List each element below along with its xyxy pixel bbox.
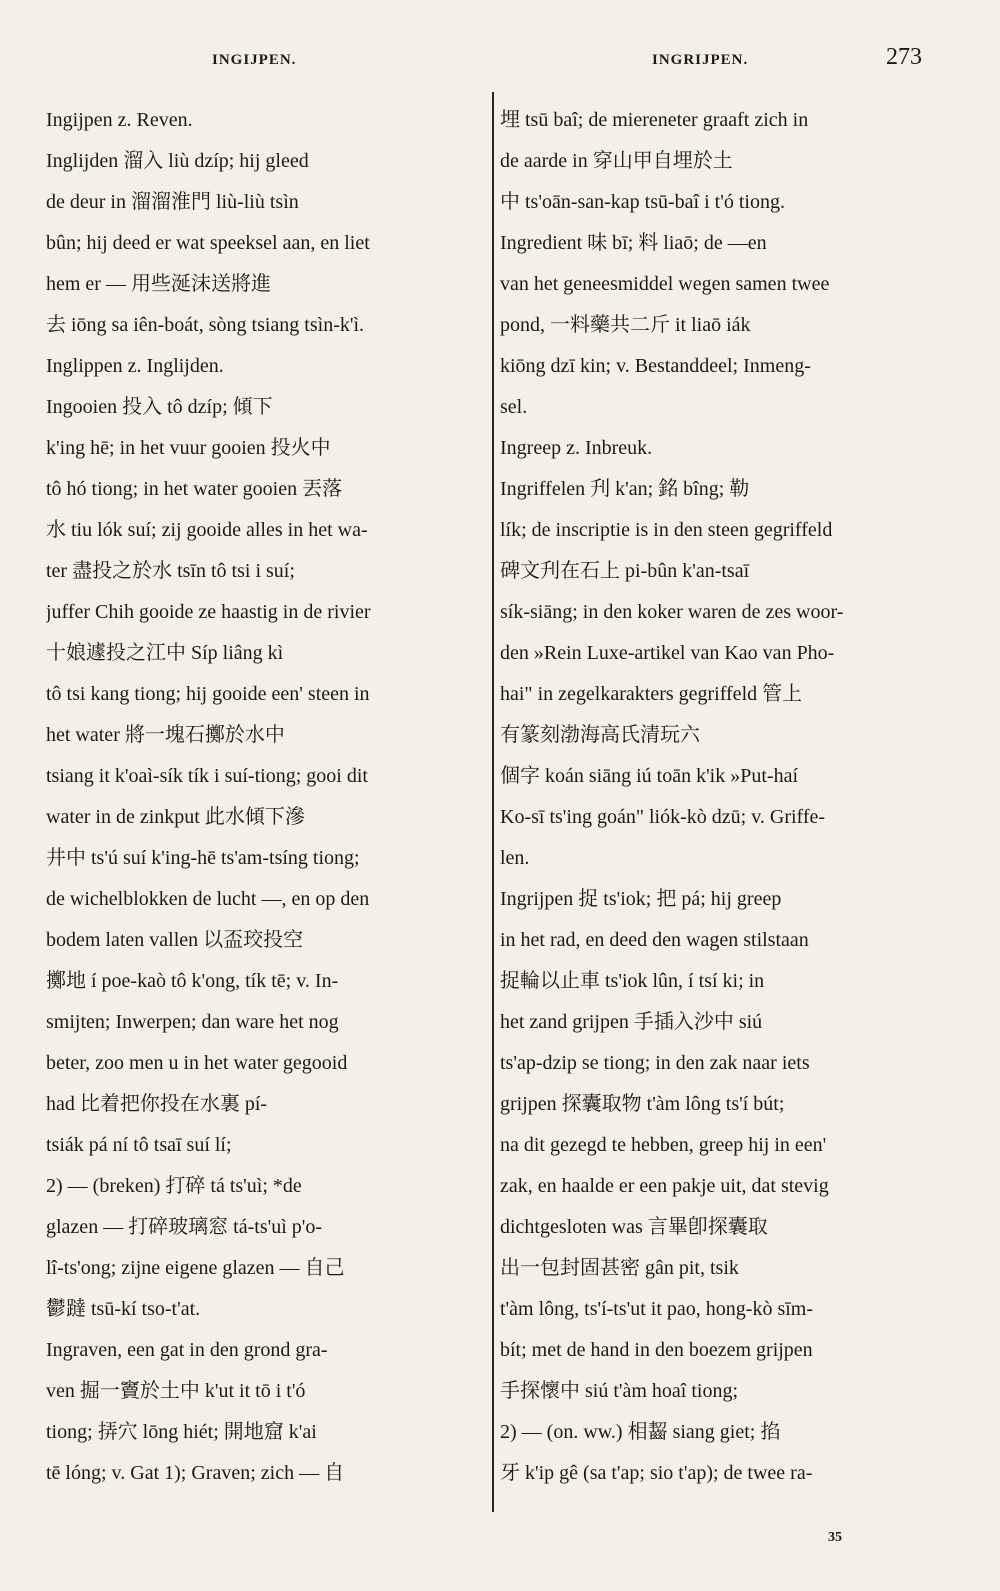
text-line: smijten; Inwerpen; dan ware het nog [46,1011,339,1033]
text-line: ter 盡投之於水 tsīn tô tsi i suí; [46,560,295,582]
text-line: Inglijden 溜入 liù dzíp; hij gleed [46,150,309,172]
left-running-head: INGIJPEN. [212,52,297,68]
text-line: Ko-sī ts'ing goán" liók-kò dzū; v. Griffe- [500,806,826,828]
column-divider [492,92,494,1512]
text-line: hai" in zegelkarakters gegriffeld 管上 [500,683,803,705]
text-line: tsiák pá ní tô tsaī suí lí; [46,1134,232,1156]
text-line: water in de zinkput 此水傾下滲 [46,806,305,828]
text-line: 十娘遽投之江中 Síp liâng kì [46,642,284,664]
text-line: Inglippen z. Inglijden. [46,355,224,377]
text-line: bûn; hij deed er wat speeksel aan, en liet [46,232,370,254]
text-line: Ingijpen z. Reven. [46,109,193,131]
text-line: 井中 ts'ú suí k'ing-hē ts'am-tsíng tiong; [46,847,360,869]
text-line: Ingreep z. Inbreuk. [500,437,653,459]
text-line: tsiang it k'oaì-sík tík i suí-tiong; gooi dit [46,765,368,787]
text-line: 埋 tsū baî; de miereneter graaft zich in [500,109,809,131]
text-line: Ingredient 味 bī; 料 liaō; de —en [500,232,767,254]
text-line: sel. [500,396,528,418]
text-line: Ingraven, een gat in den grond gra- [46,1339,328,1361]
text-line: bít; met de hand in den boezem grijpen [500,1339,813,1361]
text-line: lî-ts'ong; zijne eigene glazen — 自己 [46,1257,345,1279]
left-column [46,100,474,1494]
text-line: zak, en haalde er een pakje uit, dat stevig [500,1175,829,1197]
text-line: 2) — (on. ww.) 相齧 siang giet; 掐 [500,1421,781,1443]
text-line: 擲地 í poe-kaò tô k'ong, tík tē; v. In- [46,970,339,992]
text-line: 鬱躂 tsū-kí tso-t'at. [46,1298,201,1320]
text-line: de wichelblokken de lucht —, en op den [46,888,370,910]
text-line: t'àm lông, ts'í-ts'ut it pao, hong-kò sīm- [500,1298,814,1320]
right-running-head: INGRIJPEN. [652,52,749,68]
text-line: Ingooien 投入 tô dzíp; 傾下 [46,396,273,418]
text-line: 牙 k'ip gê (sa t'ap; sio t'ap); de twee ra- [500,1462,813,1484]
text-line: 手探懷中 siú t'àm hoaî tiong; [500,1380,739,1402]
text-line: 水 tiu lók suí; zij gooide alles in het wa- [46,519,368,541]
right-column [500,100,928,1494]
text-line: 出一包封固甚密 gân pit, tsik [500,1257,739,1279]
text-line: lík; de inscriptie is in den steen gegriffeld [500,519,833,541]
text-line: tē lóng; v. Gat 1); Graven; zich — 自 [46,1462,345,1484]
text-line: beter, zoo men u in het water gegooid [46,1052,348,1074]
text-line: tô tsi kang tiong; hij gooide een' steen in [46,683,370,705]
text-line: den »Rein Luxe-artikel van Kao van Pho- [500,642,835,664]
text-line: sík-siāng; in den koker waren de zes woor- [500,601,844,623]
text-line: in het rad, en deed den wagen stilstaan [500,929,809,951]
text-line: Ingrijpen 捉 ts'iok; 把 pá; hij greep [500,888,782,910]
text-line: 中 ts'oān-san-kap tsū-baî i t'ó tiong. [500,191,785,213]
text-line: bodem laten vallen 以盃珓投空 [46,929,304,951]
text-line: kiōng dzī kin; v. Bestanddeel; Inmeng- [500,355,811,377]
page-number: 273 [886,44,922,70]
text-line: pond, 一料藥共二斤 it liaō iák [500,314,751,336]
text-line: grijpen 探囊取物 t'àm lông ts'í bút; [500,1093,785,1115]
text-line: had 比着把你投在水裏 pí- [46,1093,268,1115]
text-line: Ingriffelen 刋 k'an; 銘 bîng; 勒 [500,478,750,500]
text-line: hem er — 用些涎沫送將進 [46,273,271,295]
text-line: glazen — 打碎玻璃窓 tá-ts'uì p'o- [46,1216,323,1238]
text-line: na dit gezegd te hebben, greep hij in een' [500,1134,827,1156]
text-line: 碑文刋在石上 pi-bûn k'an-tsaī [500,560,750,582]
text-line: het water 將一塊石擲於水中 [46,724,285,746]
text-line: dichtgesloten was 言畢卽探囊取 [500,1216,768,1238]
text-line: de aarde in 穿山甲自埋於土 [500,150,733,172]
text-line: tiong; 挵穴 lōng hiét; 開地窟 k'ai [46,1421,317,1443]
text-line: tô hó tiong; in het water gooien 丟落 [46,478,343,500]
text-line: 去 iōng sa iên-boát, sòng tsiang tsìn-k'ì. [46,314,365,336]
text-line: de deur in 溜溜淮門 liù-liù tsìn [46,191,299,213]
signature-mark: 35 [828,1530,842,1545]
text-line: 個字 koán siāng iú toān k'ik »Put-haí [500,765,799,787]
text-line: len. [500,847,530,869]
text-line: ven 掘一竇於土中 k'ut it tō i t'ó [46,1380,306,1402]
text-line: k'ing hē; in het vuur gooien 投火中 [46,437,331,459]
text-line: 2) — (breken) 打碎 tá ts'uì; *de [46,1175,302,1197]
text-line: het zand grijpen 手插入沙中 siú [500,1011,763,1033]
text-line: van het geneesmiddel wegen samen twee [500,273,830,295]
text-line: 有篆刻渤海高氏清玩六 [500,724,700,746]
text-line: juffer Chih gooide ze haastig in de rivier [46,601,371,623]
text-line: ts'ap-dzip se tiong; in den zak naar iets [500,1052,810,1074]
text-line: 捉輪以止車 ts'iok lûn, í tsí ki; in [500,970,765,992]
